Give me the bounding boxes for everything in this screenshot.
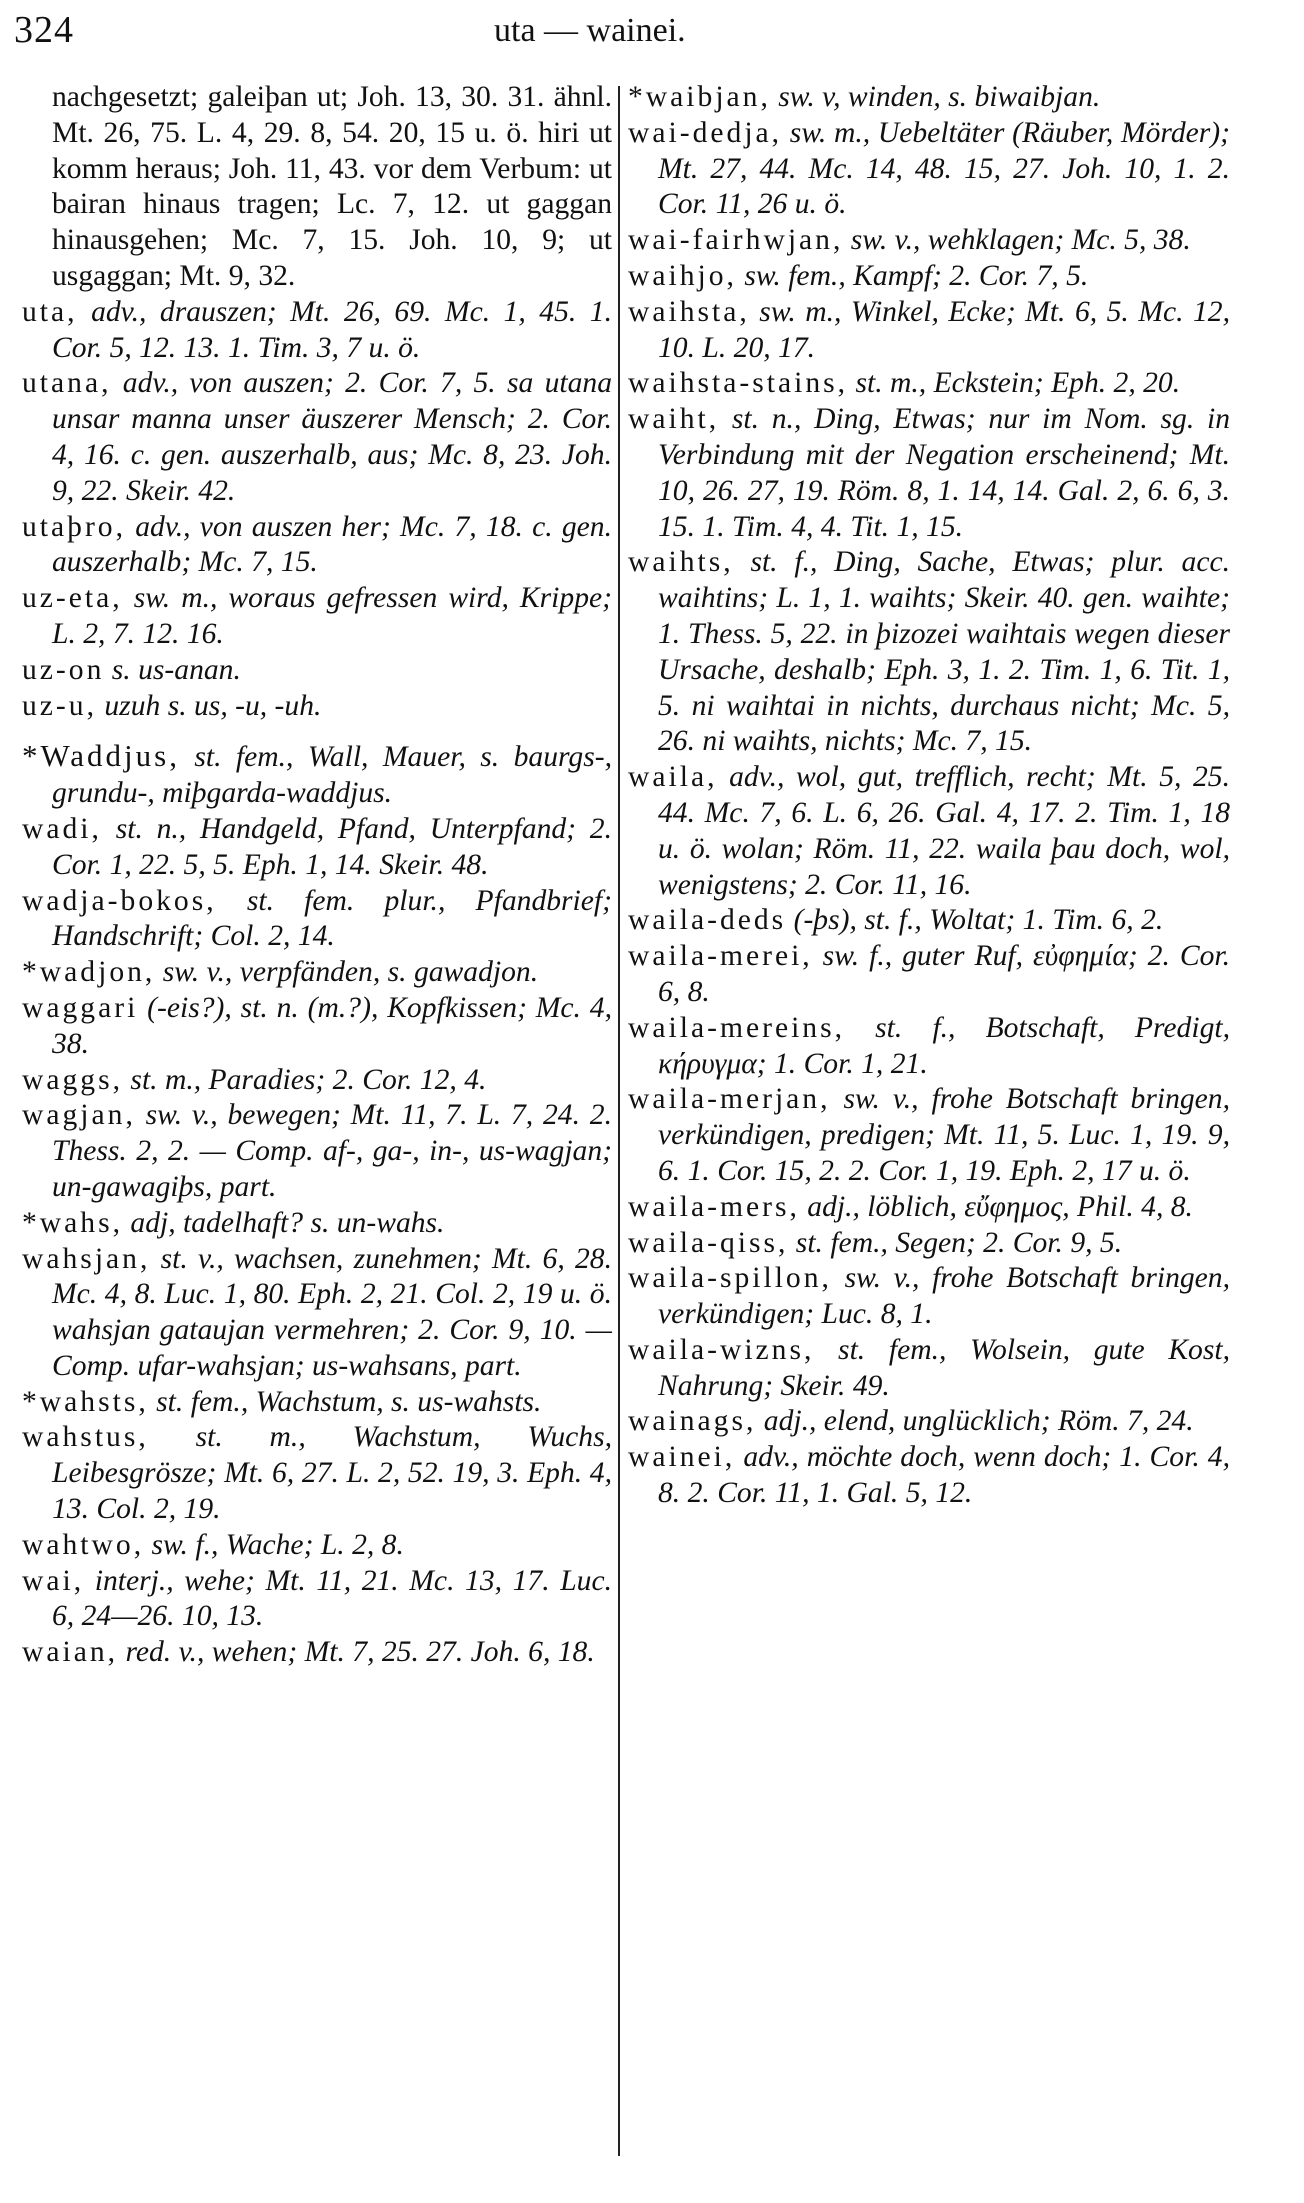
entry-definition: sw. f., Wache; L. 2, 8. — [144, 1528, 404, 1561]
entry-headword: uta, — [22, 295, 78, 328]
dictionary-entry — [22, 1528, 612, 1564]
entry-definition: (-þs), st. f., Woltat; 1. Tim. 6, 2. — [786, 904, 1164, 937]
entry-headword: wadja-bokos, — [22, 884, 217, 917]
entry-headword: waila-deds — [628, 904, 787, 937]
entry-headword: wahstus, — [22, 1421, 149, 1454]
entry-definition: red. v., wehen; Mt. 7, 25. 27. Joh. 6, 18. — [118, 1636, 595, 1669]
entry-headword: utana, — [22, 367, 112, 400]
entry-definition: sw. v., bewegen; Mt. 11, 7. L. 7, 24. 2. Thess. 2, 2. — Comp. af-, ga-, in-, us-wagjan; un-gawagiþs, part. — [52, 1099, 612, 1203]
entry-headword: waila-mers, — [628, 1190, 800, 1223]
entry-headword: waihts, — [628, 546, 734, 579]
entry-definition: st. m., Wachstum, Wuchs, Leibesgrösze; Mt. 6, 27. L. 2, 52. 19, 3. Eph. 4, 13. Col. 2, 19. — [52, 1421, 612, 1526]
entry-headword: waila-spillon, — [628, 1262, 832, 1295]
entry-definition: sw. m., woraus gefressen wird, Krippe; L. 2, 7. 12. 16. — [52, 582, 612, 650]
left-column — [22, 80, 612, 1671]
dictionary-entry — [22, 955, 612, 991]
entry-definition: uzuh s. us, -u, -uh. — [96, 689, 322, 722]
entry-definition: st. f., Ding, Sache, Etwas; plur. acc. waihtins; L. 1, 1. waihts; Skeir. 40. gen. waihte; 1. Thess. 5, 22. in þizozei waihtais wegen dieser Ursache, deshalb; Eph. 3, 1. 2. Tim. 1, 6. Tit. 1, 5. ni waihtai in nichts, durchaus nicht; Mc. 5, 26. ni waihts, nichts; Mc. 7, 15. — [658, 546, 1230, 758]
running-head: uta — wainei. — [494, 12, 686, 49]
dictionary-entry — [22, 653, 612, 689]
entry-headword: *wadjon, — [22, 956, 156, 989]
entry-headword: wainags, — [628, 1405, 757, 1438]
entry-definition: adj., elend, unglücklich; Röm. 7, 24. — [756, 1405, 1194, 1438]
entry-headword: waila, — [628, 761, 718, 794]
dictionary-entry — [628, 295, 1230, 367]
entry-definition: st. n., Handgeld, Pfand, Unterpfand; 2. Cor. 1, 22. 5, 5. Eph. 1, 14. Skeir. 48. — [52, 812, 612, 881]
dictionary-entry — [628, 366, 1230, 402]
dictionary-entry — [22, 295, 612, 367]
dictionary-entry — [22, 1420, 612, 1527]
column-divider — [618, 86, 620, 2156]
dictionary-entry — [628, 903, 1230, 939]
entry-headword: uz-on — [22, 653, 105, 686]
dictionary-entry — [22, 812, 612, 884]
entry-definition: adv., möchte doch, wenn doch; 1. Cor. 4, 8. 2. Cor. 11, 1. Gal. 5, 12. — [658, 1441, 1230, 1510]
entry-definition: st. v., wachsen, zunehmen; Mt. 6, 28. Mc. 4, 8. Luc. 1, 80. Eph. 2, 21. Col. 2, 19 u. ö. wahsjan gataujan vermehren; 2. Cor. 9, 10. — Comp. ufar-wahsjan; us-wahsans, part. — [52, 1242, 612, 1382]
entry-definition: sw. v., wehklagen; Mc. 5, 38. — [843, 224, 1191, 257]
entry-definition: interj., wehe; Mt. 11, 21. Mc. 13, 17. Luc. 6, 24—26. 10, 13. — [52, 1564, 612, 1633]
dictionary-entry — [628, 1333, 1230, 1405]
entry-headword: uz-eta, — [22, 582, 123, 615]
dictionary-entry — [628, 1190, 1230, 1226]
entry-definition: adj, tadelhaft? s. un-wahs. — [123, 1206, 445, 1239]
entry-definition: st. f., Botschaft, Predigt, κήρυγμα; 1. Cor. 1, 21. — [658, 1011, 1230, 1080]
entry-headword: waian, — [22, 1636, 119, 1669]
dictionary-entry — [628, 939, 1230, 1011]
entry-headword: waihsta, — [628, 295, 750, 328]
entry-headword: utaþro, — [22, 510, 127, 543]
dictionary-entry — [22, 1635, 612, 1671]
entry-definition: adj., löblich, εὔφημος, Phil. 4, 8. — [799, 1190, 1193, 1223]
entry-definition: s. us-anan. — [104, 653, 241, 686]
dictionary-entry — [22, 689, 612, 725]
dictionary-entry — [628, 116, 1230, 223]
dictionary-entry — [628, 80, 1230, 116]
dictionary-entry — [22, 1206, 612, 1242]
dictionary-entry — [22, 366, 612, 509]
entry-headword: waiht, — [628, 403, 720, 436]
dictionary-entry — [628, 1261, 1230, 1333]
entry-definition: adv., von auszen; 2. Cor. 7, 5. sa utana unsar manna unser äuszerer Mensch; 2. Cor. 4, 16. c. gen. auszerhalb, aus; Mc. 8, 23. Joh. 9, 22. Skeir. 42. — [52, 367, 612, 507]
entry-definition: st. fem., Wachstum, s. us-wahsts. — [148, 1385, 542, 1418]
dictionary-entry — [628, 1011, 1230, 1083]
entry-headword: *wahs, — [22, 1206, 124, 1239]
entry-headword: waggari — [22, 991, 139, 1024]
dictionary-entry — [628, 1226, 1230, 1262]
entry-definition: sw. v., verpfänden, s. gawadjon. — [155, 956, 539, 989]
entry-definition: sw. v., frohe Botschaft bringen, verkündigen, predigen; Mt. 11, 5. Luc. 1, 19. 9, 6. 1. Cor. 15, 2. 2. Cor. 1, 19. Eph. 2, 17 u. ö. — [658, 1083, 1230, 1187]
dictionary-entry — [22, 1385, 612, 1421]
entry-definition: sw. f., guter Ruf, εὐφημία; 2. Cor. 6, 8. — [658, 940, 1230, 1008]
entry-definition: sw. m., Uebeltäter (Räuber, Mörder); Mt. 27, 44. Mc. 14, 48. 15, 27. Joh. 10, 1. 2. Cor. 11, 26 u. ö. — [658, 116, 1230, 221]
entry-definition: st. m., Eckstein; Eph. 2, 20. — [848, 367, 1181, 400]
dictionary-entry — [22, 1063, 612, 1099]
entry-definition: sw. m., Winkel, Ecke; Mt. 6, 5. Mc. 12, 10. L. 20, 17. — [658, 295, 1230, 364]
entry-headword: *Waddjus, — [22, 738, 180, 774]
dictionary-entry — [628, 223, 1230, 259]
dictionary-entry — [22, 738, 612, 812]
entry-headword: wagjan, — [22, 1099, 136, 1132]
entry-definition: st. fem. plur., Pfandbrief; Handschrift; Col. 2, 14. — [52, 884, 612, 953]
entry-headword: uz-u, — [22, 689, 97, 722]
entry-headword: *wahsts, — [22, 1385, 149, 1418]
entry-headword: waggs, — [22, 1063, 124, 1096]
dictionary-entry — [22, 80, 612, 295]
entry-definition: st. fem., Wolsein, gute Kost, Nahrung; Skeir. 49. — [658, 1333, 1230, 1402]
dictionary-entry — [628, 259, 1230, 295]
entry-definition: (-eis?), st. n. (m.?), Kopfkissen; Mc. 4, 38. — [52, 991, 612, 1060]
page-header — [14, 8, 1284, 64]
dictionary-entry — [22, 991, 612, 1063]
entry-headword: wahtwo, — [22, 1528, 145, 1561]
entry-headword: waila-qiss, — [628, 1226, 789, 1259]
entry-definition: sw. v., frohe Botschaft bringen, verkündigen; Luc. 8, 1. — [658, 1262, 1230, 1331]
entry-definition: adv., drauszen; Mt. 26, 69. Mc. 1, 45. 1. Cor. 5, 12. 13. 1. Tim. 3, 7 u. ö. — [52, 295, 612, 364]
dictionary-entry — [628, 545, 1230, 760]
entry-definition: st. m., Paradies; 2. Cor. 12, 4. — [123, 1063, 487, 1096]
dictionary-entry — [628, 402, 1230, 545]
dictionary-entry — [22, 1242, 612, 1385]
entry-headword: waila-merjan, — [628, 1083, 831, 1116]
entry-headword: waila-mereins, — [628, 1011, 846, 1044]
entry-definition: sw. fem., Kampf; 2. Cor. 7, 5. — [736, 259, 1089, 292]
entry-headword: wai-fairhwjan, — [628, 224, 844, 257]
right-column — [628, 80, 1230, 1512]
entry-headword: *waibjan, — [628, 81, 771, 113]
dictionary-entry — [628, 760, 1230, 903]
entry-headword: wahsjan, — [22, 1242, 151, 1275]
entry-definition: adv., von auszen her; Mc. 7, 18. c. gen. auszerhalb; Mc. 7, 15. — [52, 510, 612, 579]
entry-headword: waila-wizns, — [628, 1333, 815, 1366]
dictionary-entry — [628, 1404, 1230, 1440]
entry-definition: sw. v, winden, s. biwaibjan. — [770, 81, 1101, 113]
entry-definition: st. fem., Segen; 2. Cor. 9, 5. — [788, 1226, 1123, 1259]
dictionary-entry — [628, 1440, 1230, 1512]
entry-definition: adv., wol, gut, trefflich, recht; Mt. 5, 25. 44. Mc. 7, 6. L. 6, 26. Gal. 4, 17. 2. Tim. 1, 18 u. ö. wolan; Röm. 11, 22. waila þau doch, wol, wenigstens; 2. Cor. 11, 16. — [658, 761, 1230, 901]
entry-headword: wai-dedja, — [628, 116, 783, 149]
page-number: 324 — [14, 9, 74, 51]
entry-headword: wainei, — [628, 1441, 736, 1474]
entry-headword: wadi, — [22, 812, 102, 845]
entry-headword: waihsta-stains, — [628, 367, 849, 400]
dictionary-entry — [22, 1564, 612, 1636]
entry-definition: st. fem., Wall, Mauer, s. baurgs-, grundu-, miþgarda-waddjus. — [52, 741, 612, 810]
dictionary-entry — [22, 884, 612, 956]
dictionary-entry — [22, 581, 612, 653]
entry-headword: wai, — [22, 1564, 85, 1597]
entry-definition: st. n., Ding, Etwas; nur im Nom. sg. in Verbindung mit der Negation erscheinend; Mt. 10, 26. 27, 19. Röm. 8, 1. 14, 14. Gal. 2, 6. 6, 3. 15. 1. Tim. 4, 4. Tit. 1, 15. — [658, 403, 1230, 543]
dictionary-entry — [22, 1098, 612, 1205]
dictionary-entry — [22, 510, 612, 582]
entry-headword: waihjo, — [628, 259, 737, 292]
entry-headword: waila-merei, — [628, 940, 813, 973]
dictionary-entry — [628, 1082, 1230, 1189]
entry-continuation: nachgesetzt; galeiþan ut; Joh. 13, 30. 31. ähnl. Mt. 26, 75. L. 4, 29. 8, 54. 20, 15 u. ö. hiri ut komm heraus; Joh. 11, 43. vor dem Verbum: ut bairan hinaus tragen; Lc. 7, 12. ut gaggan hinausgehen; Mc. 7, 15. Joh. 10, 9; ut usgaggan; Mt. 9, 32. — [52, 81, 612, 292]
